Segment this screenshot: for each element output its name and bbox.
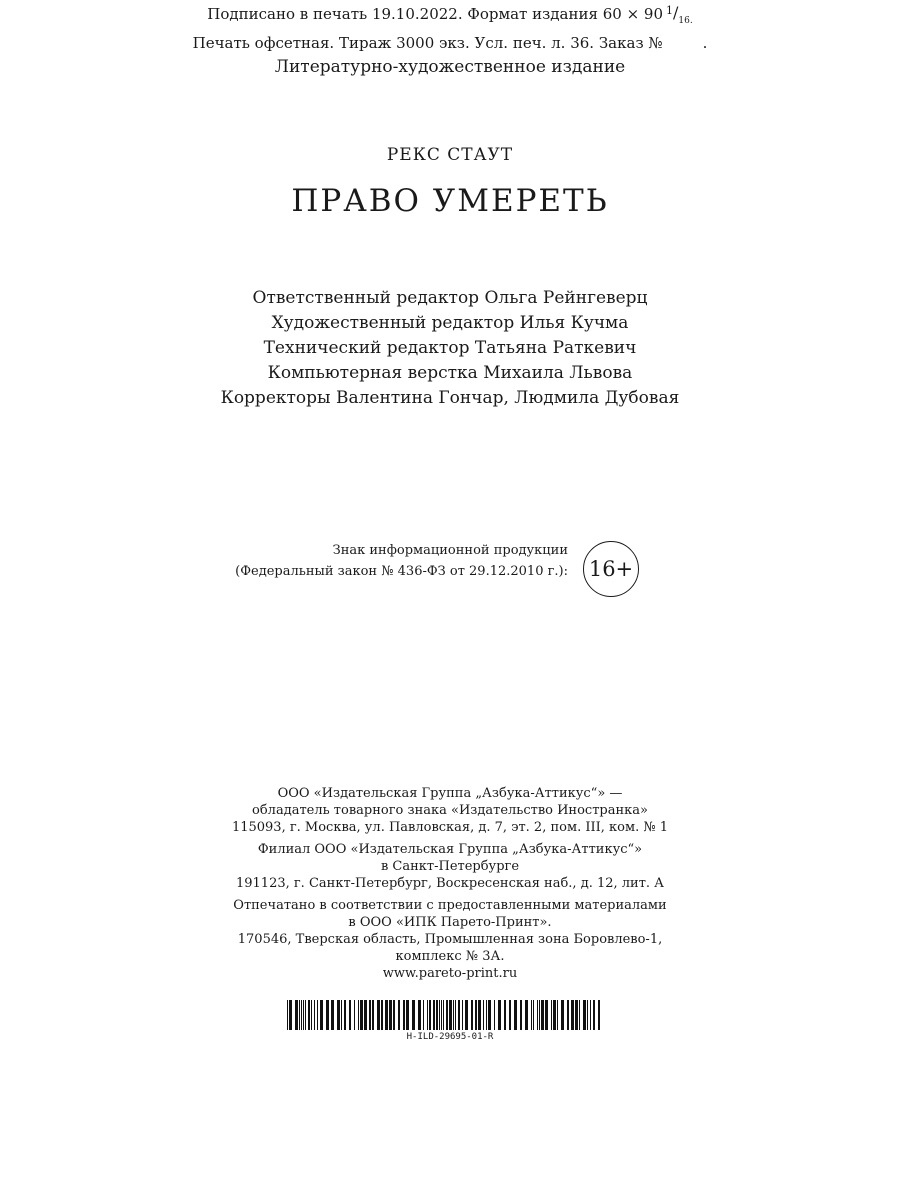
printer-line: 170546, Тверская область, Промышленная зона Боровлево-1, <box>237 932 663 947</box>
format-fraction-numerator: 1 <box>666 4 673 17</box>
printer-line: Отпечатано в соответствии с предоставленными материалами <box>233 898 667 913</box>
credit-line: Корректоры Валентина Гончар, Людмила Дубовая <box>220 388 680 408</box>
credit-line: Ответственный редактор Ольга Рейнгеверц <box>252 288 648 308</box>
branch-line: в Санкт-Петербурге <box>380 859 520 874</box>
author-name: РЕКС СТАУТ <box>386 145 514 165</box>
format-period: . <box>689 16 693 26</box>
branch-info <box>0 841 900 892</box>
barcode-label: H-ILD-29695-01-R <box>406 1032 494 1042</box>
print-info-line-1 <box>0 0 900 32</box>
age-rating-text <box>228 540 568 582</box>
age-rating-badge: 16+ <box>583 541 639 597</box>
print-run-text: Печать офсетная. Тираж 3000 экз. Усл. печ. л. 36. Заказ № <box>192 34 663 52</box>
branch-line: Филиал ООО «Издательская Группа „Азбука-Аттикус“» <box>257 842 643 857</box>
publisher-line: обладатель товарного знака «Издательство Иностранка» <box>252 803 648 818</box>
format-fraction-denominator: 16 <box>678 16 690 26</box>
genre-label: Литературно-художественное издание <box>274 57 626 77</box>
age-rating-text-line-1: Знак информационной продукции <box>332 543 568 558</box>
age-rating-block <box>235 540 650 590</box>
print-signed-text: Подписано в печать 19.10.2022. Формат издания 60 × 90 <box>207 5 663 23</box>
order-period: . <box>702 34 708 52</box>
credit-line: Художественный редактор Илья Кучма <box>271 313 629 333</box>
branch-line: 191123, г. Санкт-Петербург, Воскресенская наб., д. 12, лит. А <box>235 876 665 891</box>
credits-list <box>0 286 900 411</box>
imprint <box>0 785 900 987</box>
publisher-line: ООО «Издательская Группа „Азбука-Аттикус“» — <box>277 786 623 801</box>
barcode <box>285 1000 605 1030</box>
publisher-line: 115093, г. Москва, ул. Павловская, д. 7, эт. 2, пом. III, ком. № 1 <box>231 820 669 835</box>
print-info <box>0 0 900 54</box>
printer-line: комплекс № 3А. <box>395 949 505 964</box>
print-info-line-2 <box>0 32 900 54</box>
printer-info <box>0 897 900 982</box>
printer-line: в ООО «ИПК Парето-Принт». <box>348 915 552 930</box>
credit-line: Компьютерная верстка Михаила Львова <box>267 363 633 383</box>
age-rating-text-line-2: (Федеральный закон № 436-ФЗ от 29.12.2010 г.): <box>235 564 568 579</box>
printer-website: www.pareto-print.ru <box>382 966 518 981</box>
credit-line: Технический редактор Татьяна Раткевич <box>263 338 637 358</box>
publisher-info <box>0 785 900 836</box>
format-fraction-slash: / <box>673 3 679 22</box>
book-title: ПРАВО УМЕРЕТЬ <box>291 183 609 219</box>
